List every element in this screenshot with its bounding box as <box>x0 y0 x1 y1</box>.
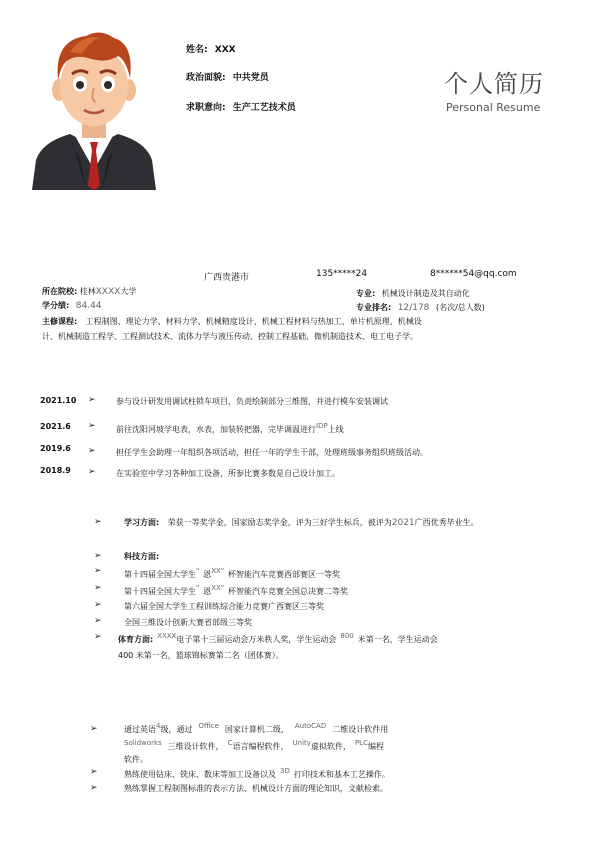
honor-sports-text-c: 800 <box>340 632 354 640</box>
honor-study-label: 学习方面: <box>124 518 160 527</box>
skill-l1f: AutoCAD <box>294 722 327 730</box>
bullet-arrow-icon: ➢ <box>94 632 102 642</box>
honor-tech-2b: " <box>196 584 200 592</box>
major-row <box>356 288 470 299</box>
exp-text-3: 担任学生会助理一年组织各项活动，担任一年的学生干部，处理班级事务组织班级活动。 <box>116 448 428 457</box>
phone: 135*****24 <box>316 269 368 279</box>
honor-tech-2d: XX" <box>211 584 225 592</box>
bullet-arrow-icon: ➢ <box>88 467 96 477</box>
bullet-arrow-icon: ➢ <box>94 583 102 593</box>
skill-l2h: 编程 <box>367 742 384 751</box>
honor-tech-2c: 恩 <box>203 587 212 596</box>
skill-line-4 <box>124 767 390 780</box>
honor-tech-3: 第六届全国大学生工程训练综合能力竞赛广西赛区三等奖 <box>124 602 324 611</box>
skill-l2d: 语言编程软件， <box>232 742 289 751</box>
honor-sports-line2: 400 米第一名，篮球锦标赛第二名（团体赛）。 <box>118 651 284 660</box>
name-value: XXX <box>214 45 236 55</box>
exp-date-3: 2019.6 <box>40 444 71 453</box>
exp-text-1: 参与设计研发用调试柱锁车项目，负责绘制部分三维图，并进行模车安装调试 <box>116 397 388 406</box>
honor-tech-label: 科技方面: <box>124 552 160 561</box>
resume-title-en: Personal Resume <box>446 101 541 114</box>
honor-tech-1a: 第十四届全国大学生 <box>124 570 196 579</box>
gpa-value: 84.44 <box>75 301 102 311</box>
skill-l4a: 熟练使用钻床、铣床、数床等加工设备以及 <box>124 770 276 779</box>
honor-sports-text-d: 米第一名，学生运动会 <box>357 635 438 644</box>
honor-sports-label: 体育方面: <box>118 635 154 644</box>
honor-study-text-b: 2021 <box>391 518 415 528</box>
rank-value: 12/178 <box>397 303 430 313</box>
intent-value: 生产工艺技术员 <box>232 103 296 113</box>
major-label: 专业: <box>356 289 376 298</box>
exp-date-1: 2021.10 <box>40 396 77 405</box>
gpa-label: 学分绩: <box>42 301 70 310</box>
bullet-arrow-icon: ➢ <box>88 395 96 405</box>
honor-tech-1b: " <box>196 567 200 575</box>
exp-text-2b: IDP <box>316 422 328 430</box>
resume-title-cn: 个人简历 <box>444 70 544 98</box>
politics-row <box>186 70 269 83</box>
rank-row <box>356 302 485 313</box>
city: 广西贵港市 <box>204 273 250 283</box>
skill-line-2 <box>124 739 384 752</box>
bullet-arrow-icon: ➢ <box>94 551 102 561</box>
honor-study-text-a: 荣获一等奖学金，国家励志奖学金，评为三好学生标兵，被评为 <box>167 518 392 527</box>
honor-tech-2a: 第十四届全国大学生 <box>124 587 196 596</box>
gpa-row <box>42 300 102 311</box>
honor-tech-1d: XX" <box>211 567 225 575</box>
email: 8******54@qq.com <box>430 269 517 279</box>
honor-sports-text-a: XXXX <box>157 632 177 640</box>
honor-sports-text-b: 电子第十三届运动会万米秩人奖，学生运动会 <box>176 635 337 644</box>
skill-line-1 <box>124 722 388 735</box>
honor-tech-1c: 恩 <box>203 570 212 579</box>
skill-l1e: 国家计算机二级， <box>224 725 289 734</box>
skill-l1d: Office <box>198 722 219 730</box>
bullet-arrow-icon: ➢ <box>90 783 98 793</box>
honor-study <box>124 517 479 528</box>
skill-l2e: Unity <box>292 739 311 747</box>
bullet-arrow-icon: ➢ <box>90 767 98 777</box>
school-row <box>42 286 136 297</box>
courses-row <box>42 316 422 327</box>
major-value: 机械设计制造及其自动化 <box>381 289 470 298</box>
bullet-arrow-icon: ➢ <box>94 600 102 610</box>
bullet-arrow-icon: ➢ <box>90 724 98 734</box>
intent-label: 求职意向: <box>186 103 226 113</box>
school-value-b: XXXX <box>95 287 121 297</box>
exp-text-4: 在实验室中学习各种加工设备，所参比赛多数是自己设计加工。 <box>116 469 340 478</box>
bullet-arrow-icon: ➢ <box>88 446 96 456</box>
skill-l2f: 虚拟软件， <box>310 742 351 751</box>
exp-date-4: 2018.9 <box>40 466 71 475</box>
politics-label: 政治面貌: <box>186 73 226 83</box>
school-value-a: 桂林 <box>79 287 96 296</box>
name-row <box>186 42 236 55</box>
honor-tech-4: 全国三维设计创新大赛省部级三等奖 <box>124 618 252 627</box>
politics-value: 中共党员 <box>232 73 269 83</box>
skill-line-5: 熟练掌握工程制图标准的表示方法、机械设计方面的理论知识，文献检索。 <box>124 784 388 793</box>
skill-l1b: 4 <box>156 722 161 730</box>
avatar <box>30 20 158 190</box>
bullet-arrow-icon: ➢ <box>94 616 102 626</box>
intent-row <box>186 100 296 113</box>
bullet-arrow-icon: ➢ <box>94 566 102 576</box>
skill-l4b: 3D <box>280 767 290 775</box>
exp-text-2c: 上线 <box>327 425 344 434</box>
honor-tech-2e: 杯智能汽车竞赛全国总决赛二等奖 <box>228 587 349 596</box>
honor-sports <box>118 632 438 645</box>
honor-tech-1e: 杯智能汽车竞赛西部赛区一等奖 <box>228 570 341 579</box>
courses-label: 主修课程: <box>42 317 78 326</box>
school-label: 所在院校: <box>42 287 78 296</box>
name-label: 姓名: <box>186 45 208 55</box>
rank-label: 专业排名: <box>356 303 392 312</box>
skill-l1a: 通过英语 <box>124 725 156 734</box>
honor-tech-1 <box>124 567 340 580</box>
courses-line2: 计、机械制造工程学、工程测试技术、流体力学与液压传动、控制工程基础、微机制造技术、电工电子学。 <box>42 332 418 341</box>
skill-l2b: 三维设计软件， <box>167 742 224 751</box>
courses-line1: 工程制图、理论力学、材料力学、机械精度设计、机械工程材料与热加工、单片机原理、机械设 <box>85 317 422 326</box>
skill-l2g: PLC <box>354 739 368 747</box>
exp-text-2a: 前往沈阳河坡学电表，水表，加装转把器，完毕调温进行 <box>116 425 316 434</box>
skill-l1g: 二维设计软件用 <box>332 725 389 734</box>
honor-tech-2 <box>124 584 348 597</box>
bullet-arrow-icon: ➢ <box>88 421 96 431</box>
skill-line-3: 软件。 <box>124 755 148 764</box>
school-value-c: 大学 <box>120 287 137 296</box>
skill-l2c: C <box>227 739 233 747</box>
skill-l2a: Solidworks <box>124 739 162 747</box>
skill-l1c: 级，通过 <box>160 725 193 734</box>
bullet-arrow-icon: ➢ <box>94 517 102 527</box>
rank-note: (名次/总人数) <box>435 303 485 312</box>
skill-l4c: 打印技术和基本工艺操作。 <box>293 770 390 779</box>
honor-study-text-c: 广西优秀毕业生。 <box>414 518 479 527</box>
exp-text-2 <box>116 422 344 435</box>
exp-date-2: 2021.6 <box>40 422 71 431</box>
